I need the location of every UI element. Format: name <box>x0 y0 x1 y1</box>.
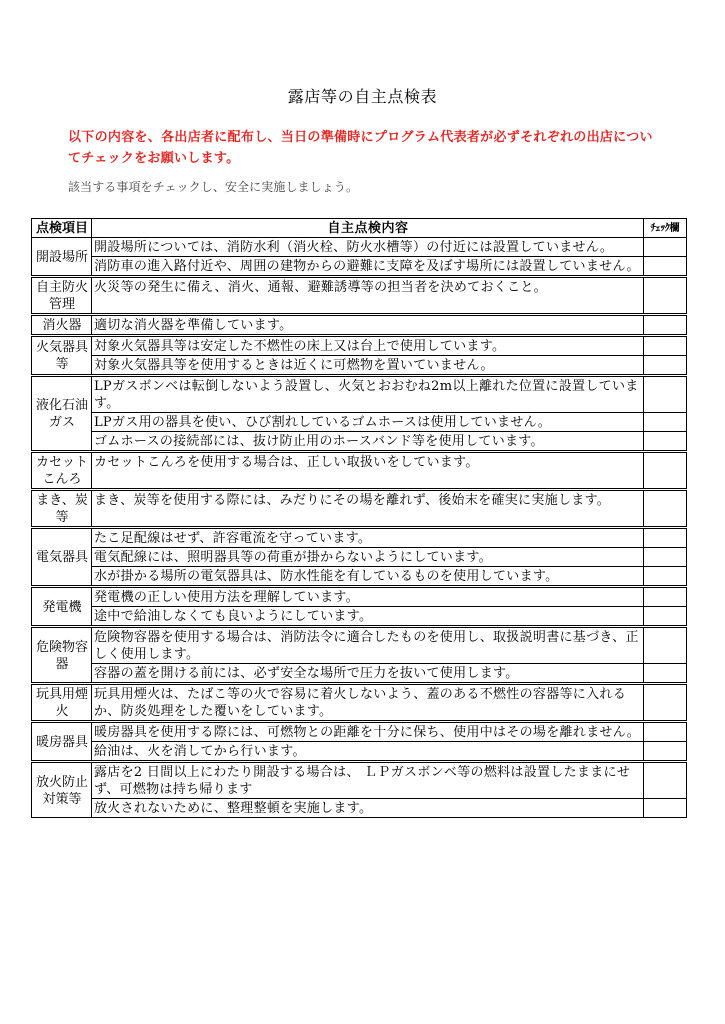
check-cell <box>644 627 687 664</box>
category-cell: カセットこんろ <box>32 452 92 490</box>
category-cell: 暖房器具 <box>32 722 92 762</box>
check-cell <box>644 452 687 490</box>
check-cell <box>644 799 687 818</box>
inspection-item: LPガスボンベは転倒しないよう設置し、火気とおおむね2m以上離れた位置に設置しています。 <box>92 376 644 413</box>
table-row <box>32 528 687 548</box>
inspection-item: 給油は、火を消してから行います。 <box>92 742 644 762</box>
category-cell: 自主防火管理 <box>32 277 92 315</box>
inspection-item: 対象火気器具等は安定した不燃性の床上又は台上で使用しています。 <box>92 336 644 356</box>
inspection-item: 暖房器具を使用する際には、可燃物との距離を十分に保ち、使用中はその場を離れません。 <box>92 722 644 742</box>
check-cell <box>644 684 687 722</box>
header-category: 点検項目 <box>32 219 92 238</box>
table-header-row <box>32 219 687 238</box>
inspection-item: 消防車の進入路付近や、周囲の建物からの避難に支障を及ぼす場所には設置していません。 <box>92 257 644 277</box>
check-cell <box>644 277 687 315</box>
category-cell: 液化石油ガス <box>32 376 92 452</box>
check-cell <box>644 376 687 413</box>
table-row <box>32 238 687 257</box>
table-row <box>32 356 687 376</box>
category-cell: 危険物容器 <box>32 627 92 684</box>
check-cell <box>644 315 687 336</box>
table-row <box>32 315 687 336</box>
instruction-text: 該当する事項をチェックし、安全に実施しましょう。 <box>68 180 359 194</box>
category-cell: 発電機 <box>32 587 92 627</box>
inspection-item: 容器の蓋を開ける前には、必ず安全な場所で圧力を抜いて使用します。 <box>92 664 644 684</box>
check-cell <box>644 528 687 548</box>
inspection-item: 途中で給油しなくても良いようにしています。 <box>92 607 644 627</box>
table-row <box>32 376 687 413</box>
table-row <box>32 722 687 742</box>
table-row <box>32 567 687 587</box>
table-row <box>32 277 687 315</box>
inspection-item: たこ足配線はせず、許容電流を守っています。 <box>92 528 644 548</box>
check-cell <box>644 722 687 742</box>
check-cell <box>644 490 687 528</box>
check-cell <box>644 356 687 376</box>
table-row <box>32 490 687 528</box>
inspection-item: まき、炭等を使用する際には、みだりにその場を離れず、後始末を確実に実施します。 <box>92 490 644 528</box>
category-cell: 消火器 <box>32 315 92 336</box>
category-cell: 電気器具 <box>32 528 92 587</box>
check-cell <box>644 548 687 567</box>
inspection-item: 水が掛かる場所の電気器具は、防水性能を有しているものを使用しています。 <box>92 567 644 587</box>
inspection-item: 適切な消火器を準備しています。 <box>92 315 644 336</box>
header-content: 自主点検内容 <box>92 219 644 238</box>
inspection-item: ゴムホースの接続部には、抜け防止用のホースバンド等を使用しています。 <box>92 432 644 452</box>
document-title: 露店等の自主点検表 <box>287 87 438 106</box>
table-row <box>32 257 687 277</box>
table-row <box>32 607 687 627</box>
inspection-item: 放火されないために、整理整頓を実施します。 <box>92 799 644 818</box>
inspection-item: 露店を2 日間以上にわたり開設する場合は、 ＬＰガスボンベ等の燃料は設置したままにせず、可燃物は持ち帰ります <box>92 762 644 799</box>
check-cell <box>644 607 687 627</box>
check-cell <box>644 742 687 762</box>
category-cell: 火気器具等 <box>32 336 92 376</box>
check-cell <box>644 587 687 607</box>
category-cell: 開設場所 <box>32 238 92 277</box>
inspection-item: 開設場所については、消防水利（消火栓、防火水槽等）の付近には設置していません。 <box>92 238 644 257</box>
inspection-item: 火災等の発生に備え、消火、通報、避難誘導等の担当者を決めておくこと。 <box>92 277 644 315</box>
check-cell <box>644 257 687 277</box>
check-cell <box>644 567 687 587</box>
inspection-item: 対象火気器具等を使用するときは近くに可燃物を置いていません。 <box>92 356 644 376</box>
inspection-item: 玩具用煙火は、たばこ等の火で容易に着火しないよう、蓋のある不燃性の容器等に入れるか、防炎処理をした覆いをしています。 <box>92 684 644 722</box>
category-cell: まき、炭等 <box>32 490 92 528</box>
table-row <box>32 587 687 607</box>
check-cell <box>644 762 687 799</box>
header-check: ﾁｪｯｸ欄 <box>644 219 687 238</box>
inspection-item: カセットこんろを使用する場合は、正しい取扱いをしています。 <box>92 452 644 490</box>
table-row <box>32 684 687 722</box>
table-row <box>32 336 687 356</box>
table-row <box>32 413 687 432</box>
table-row <box>32 432 687 452</box>
inspection-item: 危険物容器を使用する場合は、消防法令に適合したものを使用し、取扱説明書に基づき、正しく使用します。 <box>92 627 644 664</box>
check-cell <box>644 238 687 257</box>
table-row <box>32 742 687 762</box>
table-row <box>32 799 687 818</box>
category-cell: 玩具用煙火 <box>32 684 92 722</box>
table-row <box>32 548 687 567</box>
table-row <box>32 664 687 684</box>
inspection-table <box>31 218 687 818</box>
check-cell <box>644 432 687 452</box>
check-cell <box>644 413 687 432</box>
inspection-item: 発電機の正しい使用方法を理解しています。 <box>92 587 644 607</box>
table-row <box>32 452 687 490</box>
table-row <box>32 627 687 664</box>
inspection-item: 電気配線には、照明器具等の荷重が掛からないようにしています。 <box>92 548 644 567</box>
check-cell <box>644 336 687 356</box>
table-row <box>32 762 687 799</box>
check-cell <box>644 664 687 684</box>
inspection-item: LPガス用の器具を使い、ひび割れしているゴムホースは使用していません。 <box>92 413 644 432</box>
notice-text: 以下の内容を、各出店者に配布し、当日の準備時にプログラム代表者が必ずそれぞれの出店についてチェックをお願いします。 <box>68 130 653 166</box>
category-cell: 放火防止対策等 <box>32 762 92 818</box>
